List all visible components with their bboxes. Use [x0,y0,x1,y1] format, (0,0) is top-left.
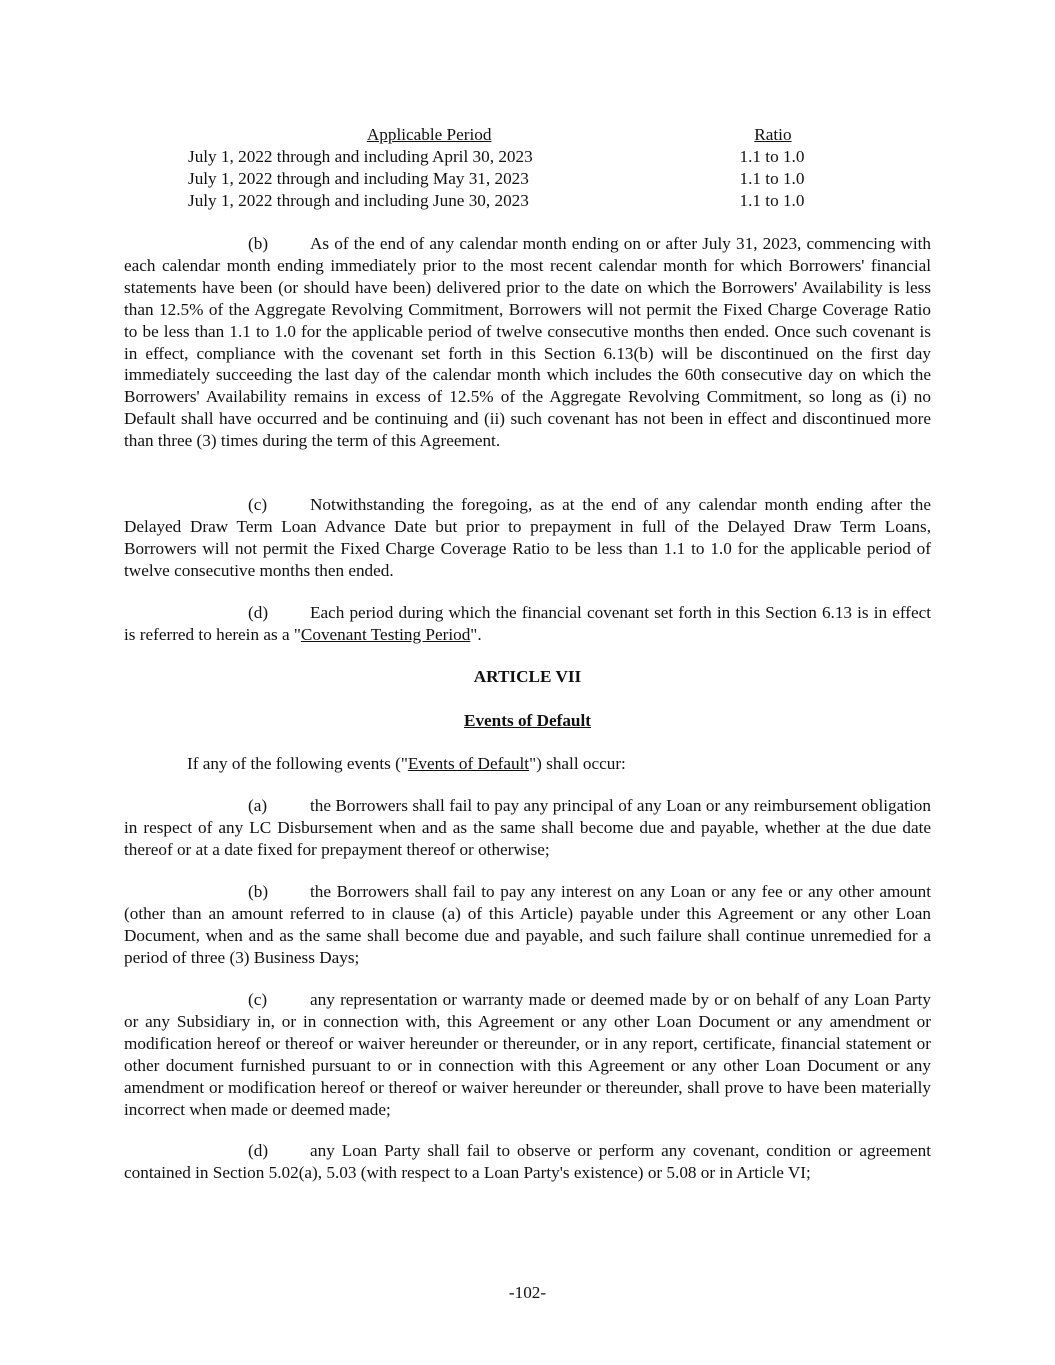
ratio-cell: 1.1 to 1.0 [739,146,805,166]
section-6-13-d-paragraph [124,602,931,646]
ratio-table [188,124,868,212]
event-d-paragraph [124,1140,931,1184]
event-b-paragraph [124,881,931,969]
period-cell: July 1, 2022 through and including May 31, 2023 [188,168,529,188]
intro-text: If any of the following events (" [187,754,408,773]
ratio-cell: 1.1 to 1.0 [739,168,805,188]
section-6-13-b-paragraph [124,233,931,452]
page-number: -102- [508,1283,547,1302]
clause-label: (b) [248,234,269,253]
clause-text: Each period during which the financial covenant set forth in this Section 6.13 is in effect is referred to herein as a " [124,603,931,644]
article-title-text: Events of Default [464,711,591,730]
ratio-table-header [188,124,868,146]
clause-label: (b) [248,882,269,901]
table-row [188,146,868,168]
header-ratio: Ratio [754,125,792,144]
clause-text: As of the end of any calendar month ending on or after July 31, 2023, commencing with each calendar month ending immediately prior to the most recent calendar month for which Borrowers' financial statements have been (or should have been) delivered prior to the date on which the Borrowers' Availability is less than 12.5% of the Aggregate Revolving Commitment, Borrowers will not permit the Fixed Charge Coverage Ratio to be less than 1.1 to 1.0 for the applicable period of twelve consecutive months then ended. Once such covenant is in effect, compliance with the covenant set forth in this Section 6.13(b) will be discontinued on the first day immediately succeeding the last day of the calendar month which includes the 60th consecutive day on which the Borrowers' Availability remains in excess of 12.5% of the Aggregate Revolving Commitment, so long as (i) no Default shall have occurred and be continuing and (ii) such covenant has not been in effect and discontinued more than three (3) times during the term of this Agreement. [124,234,931,451]
article-number: ARTICLE VII [473,667,582,686]
clause-label: (c) [248,495,268,514]
article-intro [187,753,931,775]
defined-term-covenant-testing-period: Covenant Testing Period [300,624,471,644]
table-row [188,168,868,190]
period-cell: July 1, 2022 through and including June 30, 2023 [188,190,529,210]
event-a-paragraph [124,795,931,861]
event-c-paragraph [124,989,931,1120]
clause-text: the Borrowers shall fail to pay any principal of any Loan or any reimbursement obligation in respect of any LC Disbursement when and as the same shall become due and payable, whether at the due date thereof or at a date fixed for prepayment thereof or otherwise; [124,796,931,859]
clause-text-end: ". [470,624,482,644]
section-6-13-c-paragraph [124,494,931,582]
period-cell: July 1, 2022 through and including April 30, 2023 [188,146,533,166]
clause-label: (d) [248,603,269,622]
clause-label: (a) [248,796,268,815]
clause-text: Notwithstanding the foregoing, as at the end of any calendar month ending after the Delayed Draw Term Loan Advance Date but prior to prepayment in full of the Delayed Draw Term Loans, Borrowers will not permit the Fixed Charge Coverage Ratio to be less than 1.1 to 1.0 for the applicable period of twelve consecutive months then ended. [124,495,931,580]
ratio-cell: 1.1 to 1.0 [739,190,805,210]
clause-text: any representation or warranty made or deemed made by or on behalf of any Loan Party or any Subsidiary in, or in connection with, this Agreement or any other Loan Document or any amendment or modification hereof or thereof or waiver hereunder or thereunder, or in any report, certificate, financial statement or other document furnished pursuant to or in connection with this Agreement or any other Loan Document or any amendment or modification hereof or thereof or waiver hereunder or thereunder, shall prove to have been materially incorrect when made or deemed made; [124,990,931,1119]
clause-text: any Loan Party shall fail to observe or perform any covenant, condition or agreement contained in Section 5.02(a), 5.03 (with respect to a Loan Party's existence) or 5.08 or in Article VI; [124,1141,931,1182]
clause-text: the Borrowers shall fail to pay any interest on any Loan or any fee or any other amount (other than an amount referred to in clause (a) of this Article) payable under this Agreement or any other Loan Document, when and as the same shall become due and payable, and such failure shall continue unremedied for a period of three (3) Business Days; [124,882,931,967]
article-title [124,710,931,732]
header-applicable-period: Applicable Period [366,125,492,144]
clause-label: (c) [248,990,268,1009]
intro-text-end: ") shall occur: [529,754,626,773]
defined-term-events-of-default: Events of Default [407,754,530,773]
clause-label: (d) [248,1141,269,1160]
table-row [188,190,868,212]
